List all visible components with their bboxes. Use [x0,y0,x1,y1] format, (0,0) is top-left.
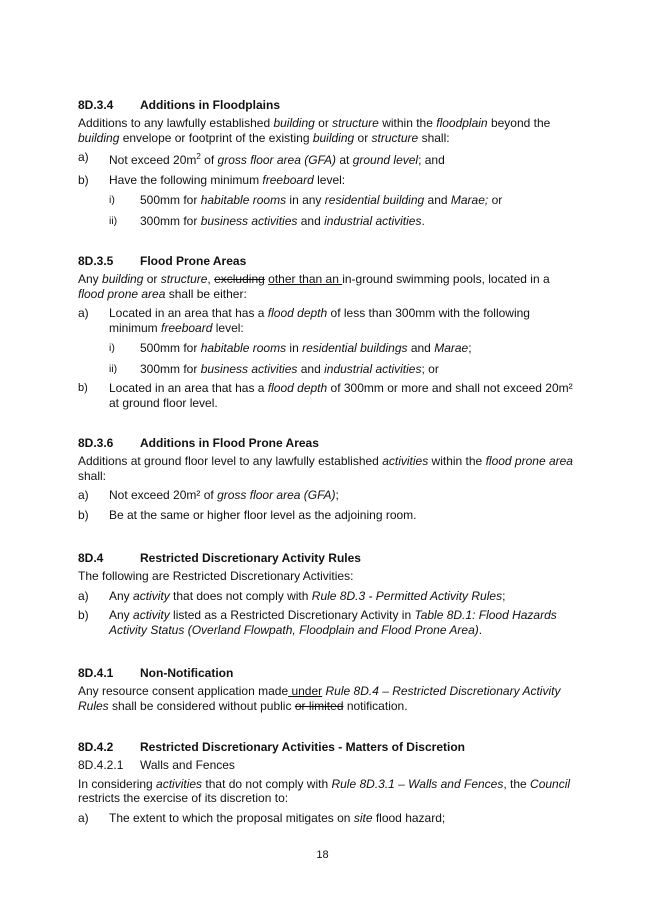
list-marker: i) [109,194,115,206]
section-title: Additions in Flood Prone Areas [140,436,319,450]
section-8d-4-1 [78,666,578,713]
section-heading [78,666,578,680]
section-heading [78,254,578,268]
inserted-text: other than an [268,272,343,286]
list-marker: a) [78,588,89,603]
section-number: 8D.4 [78,551,104,565]
list-marker: ii) [109,362,118,375]
list-item [78,811,578,826]
list-marker: ii) [109,214,118,227]
section-intro: Additions to any lawfully established building or structure within the floodplain beyond the building envelope or footprint of the existing building or structure shall: [78,116,551,145]
list-item-text: Have the following minimum freeboard level: [109,172,346,187]
list-marker: i) [109,342,115,354]
list-item-text: The extent to which the proposal mitigates on site flood hazard; [109,810,446,825]
section-intro: Any building or structure, excluding other than an in-ground swimming pools, located in a flood prone area shall be either: [78,272,550,301]
section-intro: Additions at ground floor level to any lawfully established activities within the flood prone area shall: [78,454,573,483]
list-item [78,488,578,503]
list-marker: b) [78,382,88,394]
section-heading [78,98,578,112]
section-number: 8D.3.4 [78,98,114,112]
list-marker: a) [78,150,89,164]
list-item [78,306,578,335]
section-intro: The following are Restricted Discretionary Activities: [78,569,354,583]
section-8d-3-6 [78,436,578,522]
list-item [78,150,578,168]
subsection-number: 8D.4.2.1 [78,758,124,772]
deleted-text: excluding [214,272,265,286]
section-heading [78,436,578,450]
section-title: Restricted Discretionary Activities - Matters of Discretion [140,740,465,754]
list-marker: b) [78,507,89,522]
list-item-text: Located in an area that has a flood depth of less than 300mm with the following minimum freeboard level: [109,306,530,335]
section-8d-3-5 [78,254,578,410]
section-number: 8D.3.5 [78,254,114,268]
section-heading [78,740,578,754]
section-number: 8D.4.1 [78,666,114,680]
list-item-text: 500mm for habitable rooms in residential buildings and Marae; [140,341,472,355]
deleted-text: or limited [294,698,344,713]
list-marker: b) [78,608,89,622]
list-item-text: 300mm for business activities and industrial activities. [140,213,425,228]
list-item-text: Not exceed $20m^2$ of gross floor area (GFA) at ground level; and [109,152,445,167]
list-item-text: Be at the same or higher floor level as the adjoining room. [109,507,417,522]
sub-list-item [78,341,578,356]
list-item-text: Any activity listed as a Restricted Discretionary Activity in Table 8D.1: Flood Hazards Activity Status (Overland Flowpath, Floodplain and Flood Prone Area). [109,608,557,637]
section-title: Restricted Discretionary Activity Rules [140,551,361,565]
section-heading [78,551,578,565]
list-item [78,589,578,604]
list-item-text: Not exceed 20m² of gross floor area (GFA); [109,488,339,502]
section-intro: In considering activities that do not comply with Rule 8D.3.1 – Walls and Fences, the Council restricts the exercise of its discretion to: [78,776,571,805]
list-item [78,608,578,637]
section-number: 8D.4.2 [78,740,114,754]
section-8d-3-4 [78,98,578,228]
inserted-text: under [288,684,323,698]
list-item [78,508,578,523]
subsection-heading [78,758,578,773]
list-marker: a) [78,306,89,320]
list-item-text: 500mm for habitable rooms in any residential building and Marae; or [140,193,503,207]
section-body: Any resource consent application made under Rule 8D.4 – Restricted Discretionary Activity Rules shall be considered without public or limited notification. [78,684,561,713]
sub-list-item [78,193,578,208]
list-marker: b) [78,172,89,187]
list-item-text: Located in an area that has a flood depth of 300mm or more and shall not exceed 20m² at ground floor level. [109,381,573,410]
list-item-text: Any activity that does not comply with Rule 8D.3 - Permitted Activity Rules; [109,588,506,603]
list-item [78,173,578,188]
list-marker: a) [78,810,89,825]
page-number: 18 [316,849,329,861]
list-item [78,381,578,410]
section-title: Additions in Floodplains [140,98,280,112]
section-8d-4 [78,551,578,637]
section-number: 8D.3.6 [78,436,114,450]
section-title: Non-Notification [140,666,234,680]
section-title: Flood Prone Areas [140,254,247,268]
list-marker: a) [78,488,89,502]
list-item-text: 300mm for business activities and industrial activities; or [140,361,439,376]
sub-list-item [78,214,578,229]
subsection-title: Walls and Fences [140,758,235,772]
sub-list-item [78,362,578,377]
section-8d-4-2 [78,740,578,825]
